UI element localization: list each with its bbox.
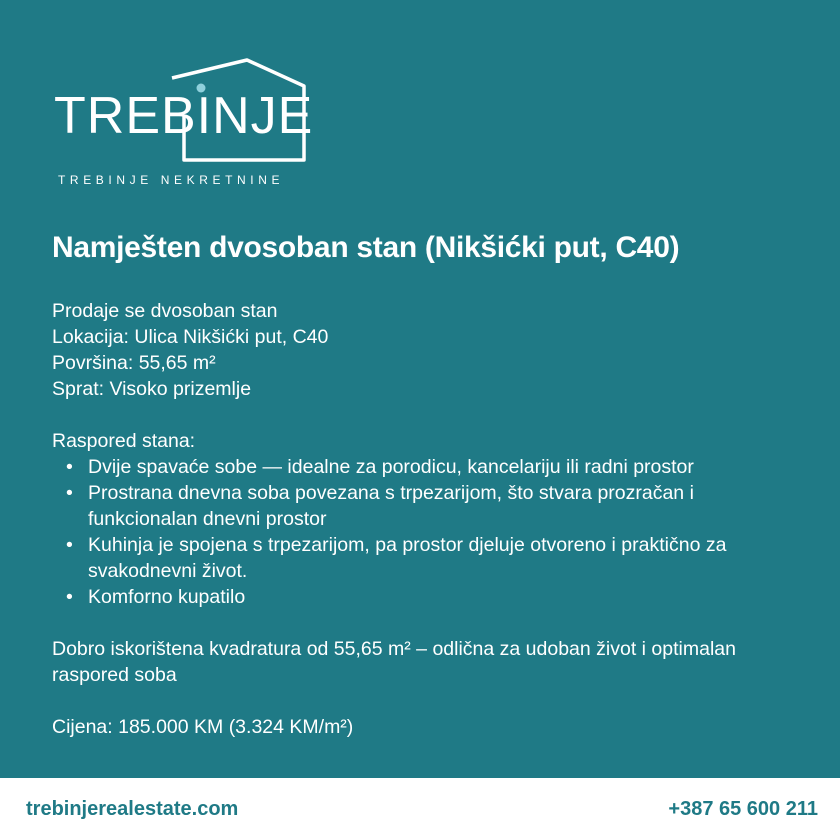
layout-heading: Raspored stana: [52, 430, 196, 452]
detail-location: Lokacija: Ulica Nikšićki put, C40 [52, 326, 329, 348]
detail-area: Površina: 55,65 m² [52, 352, 216, 374]
summary-text: Dobro iskorištena kvadratura od 55,65 m² – odlična za udoban život i optimalan raspored soba [52, 638, 736, 686]
detail-type: Prodaje se dvosoban stan [52, 300, 278, 322]
layout-item-kitchen: • Kuhinja je spojena s trpezarijom, pa prostor djeluje otvoreno i praktično za svakodnevni život. [52, 532, 812, 584]
price-text: Cijena: 185.000 KM (3.324 KM/m²) [52, 716, 354, 738]
website-link[interactable]: trebinjerealestate.com [26, 798, 239, 820]
phone-number[interactable]: +387 65 600 211 [668, 798, 818, 820]
logo-wordmark: TREBINJE [54, 87, 314, 145]
listing-title: Namješten dvosoban stan (Nikšićki put, C40) [52, 231, 680, 264]
footer-bar [0, 778, 840, 840]
listing-body [52, 298, 812, 740]
layout-item-living-room: • Prostrana dnevna soba povezana s trpezarijom, što stvara prozračan i funkcionalan dnevni prostor [52, 480, 812, 532]
detail-floor: Sprat: Visoko prizemlje [52, 378, 252, 400]
company-logo [52, 58, 322, 188]
logo-tagline: TREBINJE NEKRETNINE [58, 173, 285, 187]
layout-list [52, 454, 812, 610]
layout-item-bedrooms: • Dvije spavaće sobe — idealne za porodicu, kancelariju ili radni prostor [52, 454, 812, 480]
layout-item-bathroom: • Komforno kupatilo [52, 584, 812, 610]
